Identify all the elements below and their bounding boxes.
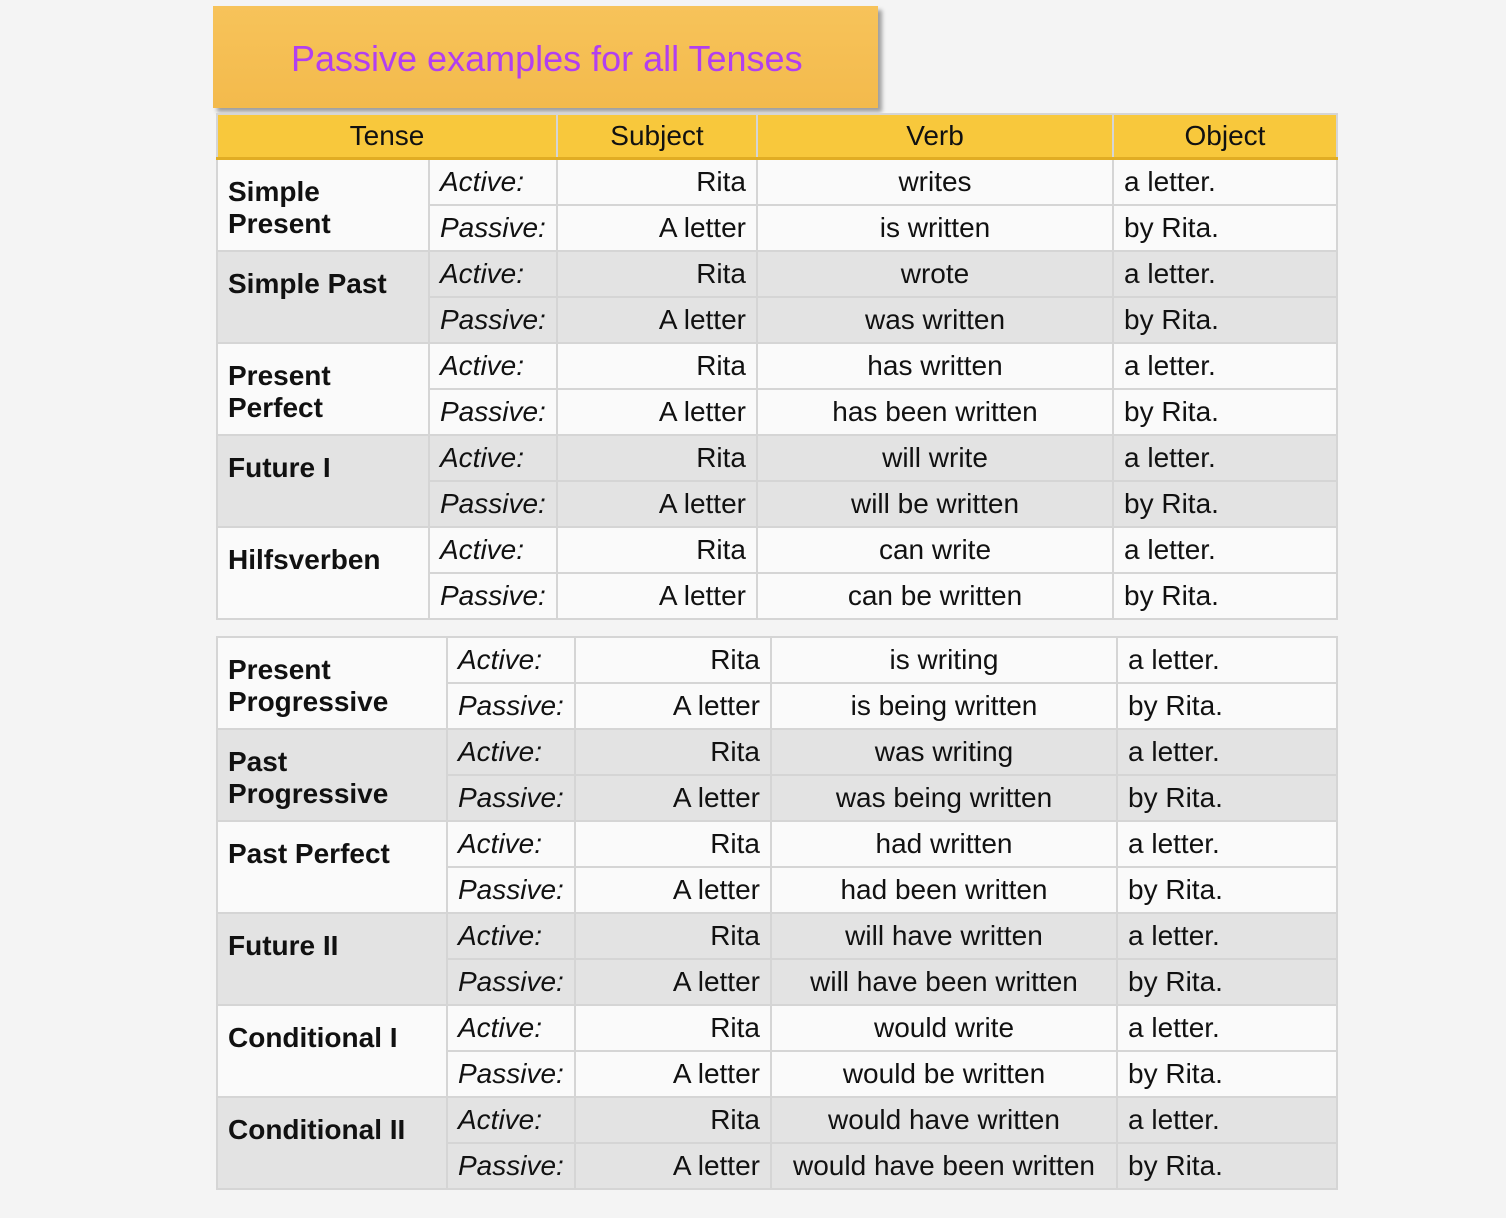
table-row xyxy=(217,913,1337,959)
voice-label: Active: xyxy=(429,251,557,297)
voice-label: Active: xyxy=(429,343,557,389)
voice-label: Passive: xyxy=(429,481,557,527)
subject-cell: Rita xyxy=(575,729,771,775)
voice-label: Active: xyxy=(447,637,575,683)
verb-cell: was writing xyxy=(771,729,1117,775)
header-tense: Tense xyxy=(217,114,557,159)
object-cell: by Rita. xyxy=(1113,297,1337,343)
tenses-table-main xyxy=(216,113,1338,620)
object-cell: a letter. xyxy=(1113,527,1337,573)
voice-label: Active: xyxy=(447,913,575,959)
subject-cell: A letter xyxy=(575,683,771,729)
object-cell: by Rita. xyxy=(1113,481,1337,527)
subject-cell: Rita xyxy=(575,913,771,959)
subject-cell: A letter xyxy=(575,867,771,913)
object-cell: a letter. xyxy=(1117,729,1337,775)
verb-cell: can be written xyxy=(757,573,1113,619)
table-row xyxy=(217,821,1337,867)
subject-cell: A letter xyxy=(575,1143,771,1189)
verb-cell: can write xyxy=(757,527,1113,573)
voice-label: Passive: xyxy=(429,297,557,343)
verb-cell: was being written xyxy=(771,775,1117,821)
voice-label: Passive: xyxy=(447,1143,575,1189)
verb-cell: has been written xyxy=(757,389,1113,435)
voice-label: Passive: xyxy=(447,867,575,913)
tense-name: Past Progressive xyxy=(217,729,447,821)
title-banner xyxy=(213,6,878,108)
verb-cell: had been written xyxy=(771,867,1117,913)
verb-cell: would be written xyxy=(771,1051,1117,1097)
table-row xyxy=(217,729,1337,775)
object-cell: a letter. xyxy=(1113,435,1337,481)
voice-label: Active: xyxy=(429,435,557,481)
subject-cell: Rita xyxy=(575,821,771,867)
voice-label: Passive: xyxy=(429,389,557,435)
subject-cell: Rita xyxy=(557,527,757,573)
object-cell: a letter. xyxy=(1117,913,1337,959)
subject-cell: A letter xyxy=(557,481,757,527)
verb-cell: was written xyxy=(757,297,1113,343)
table-row xyxy=(217,159,1337,206)
verb-cell: has written xyxy=(757,343,1113,389)
verb-cell: is writing xyxy=(771,637,1117,683)
object-cell: a letter. xyxy=(1117,1097,1337,1143)
subject-cell: A letter xyxy=(575,1051,771,1097)
object-cell: by Rita. xyxy=(1117,867,1337,913)
object-cell: a letter. xyxy=(1113,343,1337,389)
subject-cell: A letter xyxy=(557,297,757,343)
subject-cell: Rita xyxy=(557,435,757,481)
verb-cell: wrote xyxy=(757,251,1113,297)
voice-label: Active: xyxy=(447,1097,575,1143)
voice-label: Passive: xyxy=(447,959,575,1005)
subject-cell: Rita xyxy=(557,251,757,297)
object-cell: by Rita. xyxy=(1117,1051,1337,1097)
table-row xyxy=(217,637,1337,683)
header-object: Object xyxy=(1113,114,1337,159)
voice-label: Passive: xyxy=(447,683,575,729)
verb-cell: will have written xyxy=(771,913,1117,959)
object-cell: a letter. xyxy=(1117,821,1337,867)
verb-cell: would write xyxy=(771,1005,1117,1051)
tenses-table-main-body xyxy=(217,159,1337,620)
tense-name: Future II xyxy=(217,913,447,1005)
header-subject: Subject xyxy=(557,114,757,159)
table-row xyxy=(217,435,1337,481)
subject-cell: Rita xyxy=(557,159,757,206)
subject-cell: Rita xyxy=(575,637,771,683)
subject-cell: A letter xyxy=(557,205,757,251)
voice-label: Active: xyxy=(447,821,575,867)
verb-cell: had written xyxy=(771,821,1117,867)
verb-cell: would have written xyxy=(771,1097,1117,1143)
voice-label: Passive: xyxy=(429,573,557,619)
tense-name: Simple Past xyxy=(217,251,429,343)
tense-name: Past Perfect xyxy=(217,821,447,913)
subject-cell: Rita xyxy=(557,343,757,389)
object-cell: by Rita. xyxy=(1117,683,1337,729)
object-cell: by Rita. xyxy=(1113,573,1337,619)
subject-cell: A letter xyxy=(557,389,757,435)
table-row xyxy=(217,1005,1337,1051)
voice-label: Passive: xyxy=(429,205,557,251)
object-cell: by Rita. xyxy=(1117,959,1337,1005)
voice-label: Active: xyxy=(429,159,557,206)
header-verb: Verb xyxy=(757,114,1113,159)
voice-label: Active: xyxy=(447,1005,575,1051)
verb-cell: will have been written xyxy=(771,959,1117,1005)
page-title: Passive examples for all Tenses xyxy=(291,38,803,79)
object-cell: a letter. xyxy=(1113,159,1337,206)
tense-name: Simple Present xyxy=(217,159,429,252)
tense-name: Present Perfect xyxy=(217,343,429,435)
object-cell: by Rita. xyxy=(1113,389,1337,435)
tense-name: Future I xyxy=(217,435,429,527)
verb-cell: will write xyxy=(757,435,1113,481)
table-row xyxy=(217,251,1337,297)
verb-cell: is being written xyxy=(771,683,1117,729)
tense-name: Present Progressive xyxy=(217,637,447,729)
voice-label: Passive: xyxy=(447,775,575,821)
tense-name: Conditional II xyxy=(217,1097,447,1189)
object-cell: by Rita. xyxy=(1117,775,1337,821)
subject-cell: A letter xyxy=(557,573,757,619)
voice-label: Active: xyxy=(429,527,557,573)
tense-name: Hilfsverben xyxy=(217,527,429,619)
object-cell: by Rita. xyxy=(1113,205,1337,251)
object-cell: a letter. xyxy=(1117,1005,1337,1051)
subject-cell: A letter xyxy=(575,775,771,821)
subject-cell: Rita xyxy=(575,1005,771,1051)
header-row xyxy=(217,114,1337,159)
tenses-table-extra xyxy=(216,636,1338,1190)
table-row xyxy=(217,343,1337,389)
tenses-table-extra-body xyxy=(217,637,1337,1189)
object-cell: a letter. xyxy=(1117,637,1337,683)
object-cell: a letter. xyxy=(1113,251,1337,297)
subject-cell: A letter xyxy=(575,959,771,1005)
voice-label: Passive: xyxy=(447,1051,575,1097)
object-cell: by Rita. xyxy=(1117,1143,1337,1189)
subject-cell: Rita xyxy=(575,1097,771,1143)
tense-name: Conditional I xyxy=(217,1005,447,1097)
verb-cell: will be written xyxy=(757,481,1113,527)
verb-cell: writes xyxy=(757,159,1113,206)
verb-cell: would have been written xyxy=(771,1143,1117,1189)
table-row xyxy=(217,527,1337,573)
verb-cell: is written xyxy=(757,205,1113,251)
voice-label: Active: xyxy=(447,729,575,775)
table-row xyxy=(217,1097,1337,1143)
